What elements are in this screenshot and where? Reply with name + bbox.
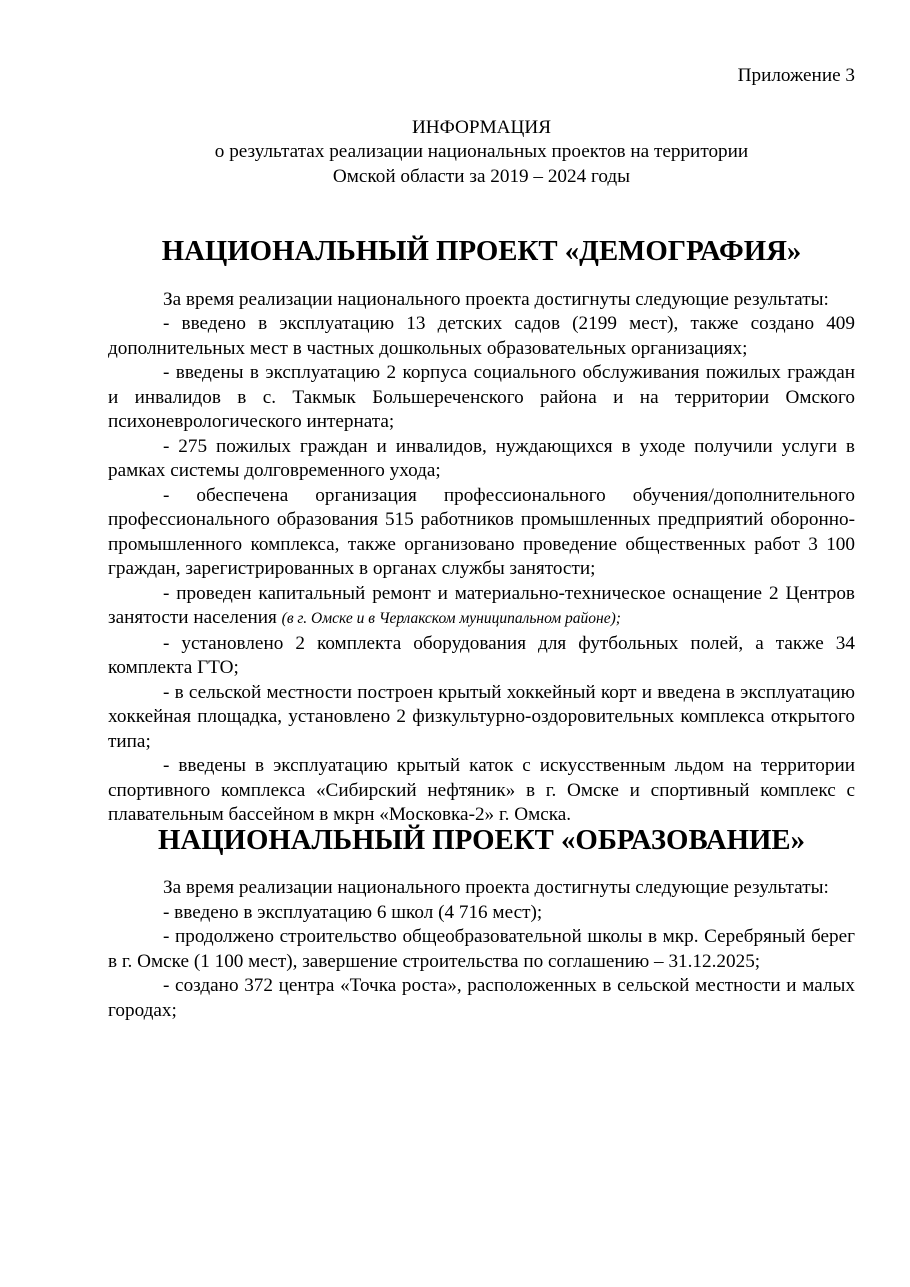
document-page <box>108 64 855 1023</box>
list-item: - введены в эксплуатацию крытый каток с искусственным льдом на территории спортивного комплекса «Сибирский нефтяник» в г. Омске и спортивный комплекс с плавательным бассейном в мкрн «Московка-2» г. Омска. <box>108 755 855 825</box>
list-item: - введено в эксплуатацию 13 детских садов (2199 мест), также создано 409 дополнительных мест в частных дошкольных образовательных организациях; <box>108 313 855 359</box>
document-subtitle-line-2: Омской области за 2019 – 2024 годы <box>332 165 631 187</box>
list-item: - 275 пожилых граждан и инвалидов, нуждающихся в уходе получили услуги в рамках системы долговременного ухода; <box>108 435 855 481</box>
list-item: - обеспечена организация профессионального обучения/дополнительного профессионального образования 515 работников промышленных предприятий оборонно-промышленного комплекса, также организовано проведение общественных работ 3 100 граждан, зарегистрированных в органах службы занятости; <box>108 484 855 579</box>
list-item-text: - проведен капитальный ремонт и материально-техническое оснащение 2 Центров занятости населения <box>108 582 855 628</box>
list-item: - установлено 2 комплекта оборудования для футбольных полей, а также 34 комплекта ГТО; <box>108 632 855 678</box>
document-title: ИНФОРМАЦИЯ <box>411 116 552 138</box>
list-item <box>108 582 855 632</box>
document-heading <box>108 116 855 190</box>
list-item-note: (в г. Омске и в Черлакском муниципальном районе); <box>281 610 621 627</box>
list-item: - введено в эксплуатацию 6 школ (4 716 мест); <box>163 901 543 923</box>
list-item: - введены в эксплуатацию 2 корпуса социального обслуживания пожилых граждан и инвалидов в с. Такмык Большереченского района и на территории Омского психоневрологического интерната; <box>108 362 855 432</box>
results-list-education <box>108 901 855 1024</box>
list-item: - создано 372 центра «Точка роста», расположенных в сельской местности и малых городах; <box>108 975 855 1021</box>
section-intro-education: За время реализации национального проекта достигнуты следующие результаты: <box>163 877 829 898</box>
list-item: - продолжено строительство общеобразовательной школы в мкр. Серебряный берег в г. Омске (1 100 мест), завершение строительства по соглашению – 31.12.2025; <box>108 926 855 972</box>
section-title-education: НАЦИОНАЛЬНЫЙ ПРОЕКТ «ОБРАЗОВАНИЕ» <box>157 823 806 856</box>
section-intro-demography: За время реализации национального проекта достигнуты следующие результаты: <box>163 288 829 310</box>
section-title-demography: НАЦИОНАЛЬНЫЙ ПРОЕКТ «ДЕМОГРАФИЯ» <box>161 235 802 267</box>
document-subtitle-line-1: о результатах реализации национальных проектов на территории <box>214 141 749 162</box>
results-list-demography <box>108 312 855 828</box>
appendix-label: Приложение 3 <box>737 65 855 86</box>
list-item: - в сельской местности построен крытый хоккейный корт и введена в эксплуатацию хоккейная площадка, установлено 2 физкультурно-оздоровительных комплекса открытого типа; <box>108 681 855 752</box>
